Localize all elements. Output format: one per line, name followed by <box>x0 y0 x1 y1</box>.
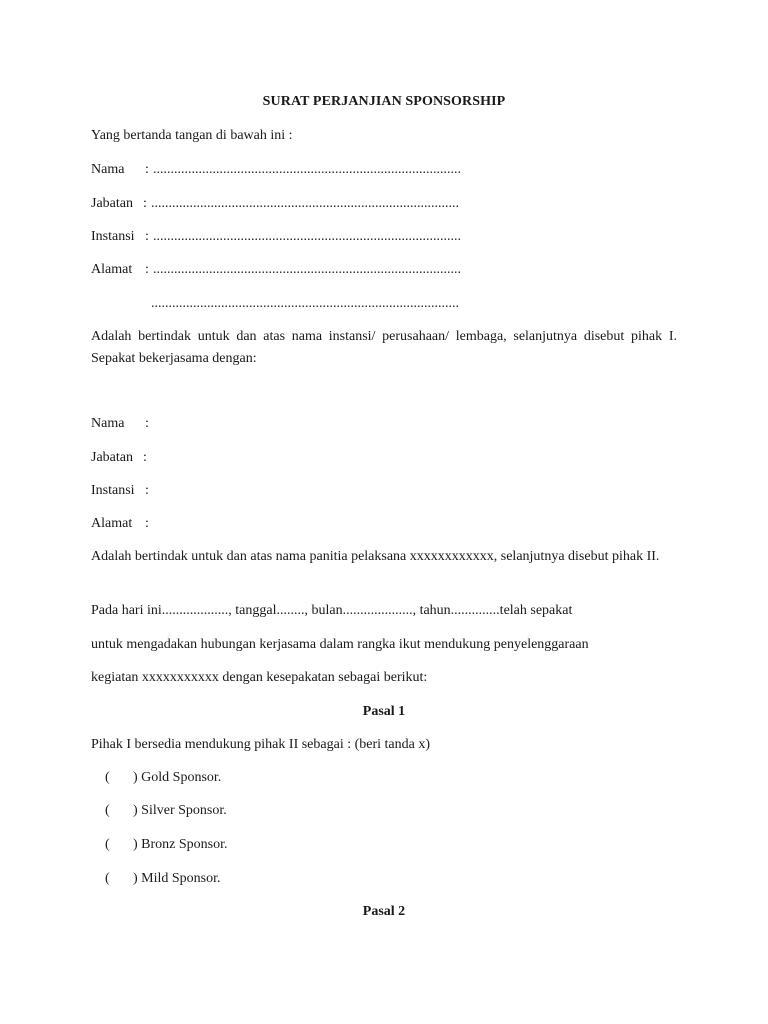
party1-field-jabatan <box>91 196 459 212</box>
party1-statement: Adalah bertindak untuk dan atas nama instansi/ perusahaan/ lembaga, selanjutnya disebut pihak I. Sepakat bekerjasama dengan: <box>91 329 677 366</box>
field-label: Jabatan <box>91 450 133 465</box>
document-title: SURAT PERJANJIAN SPONSORSHIP <box>262 94 506 109</box>
party2-field-jabatan <box>91 450 147 466</box>
sponsor-option-gold <box>105 770 221 786</box>
sponsor-option-silver <box>105 803 227 819</box>
field-label: Nama <box>91 416 125 431</box>
party1-address-continuation: ........................................................................................ <box>151 296 459 311</box>
pasal-1-heading: Pasal 1 <box>362 704 406 719</box>
option-label: ) Gold Sponsor. <box>133 770 222 785</box>
party2-field-instansi <box>91 483 149 499</box>
field-colon: : <box>145 416 149 431</box>
field-colon: : <box>145 483 149 498</box>
sponsor-option-bronz <box>105 837 228 853</box>
field-blank: ........................................................................................ <box>153 162 461 177</box>
sponsor-option-mild <box>105 871 221 887</box>
field-label: Instansi <box>91 229 135 244</box>
field-colon: : <box>145 229 149 244</box>
option-label: ) Mild Sponsor. <box>133 871 221 886</box>
field-blank: ........................................................................................ <box>153 262 461 277</box>
party2-field-alamat <box>91 516 149 532</box>
option-label: ) Silver Sponsor. <box>133 803 227 818</box>
field-label: Nama <box>91 162 125 177</box>
field-colon: : <box>145 516 149 531</box>
field-blank: ........................................................................................ <box>153 229 461 244</box>
party1-field-alamat <box>91 262 461 278</box>
agreement-line-1: Pada hari ini..................., tanggal........, bulan...................., tahun..............telah sepakat <box>91 603 573 618</box>
party2-field-nama <box>91 416 149 432</box>
option-label: ) Bronz Sponsor. <box>133 837 228 852</box>
field-colon: : <box>143 196 147 211</box>
field-blank: ........................................................................................ <box>151 196 459 211</box>
checkbox-open-paren: ( <box>105 770 110 785</box>
party1-field-nama <box>91 162 461 178</box>
field-label: Instansi <box>91 483 135 498</box>
field-label: Jabatan <box>91 196 133 211</box>
field-label: Alamat <box>91 262 133 277</box>
agreement-line-2: untuk mengadakan hubungan kerjasama dalam rangka ikut mendukung penyelenggaraan <box>91 637 589 652</box>
field-colon: : <box>145 262 149 277</box>
agreement-line-3: kegiatan xxxxxxxxxxx dengan kesepakatan sebagai berikut: <box>91 670 428 685</box>
party1-field-instansi <box>91 229 461 245</box>
pasal-2-heading: Pasal 2 <box>362 904 406 919</box>
checkbox-open-paren: ( <box>105 803 110 818</box>
checkbox-open-paren: ( <box>105 871 110 886</box>
pasal-1-text: Pihak I bersedia mendukung pihak II sebagai : (beri tanda x) <box>91 737 431 752</box>
checkbox-open-paren: ( <box>105 837 110 852</box>
field-colon: : <box>143 450 147 465</box>
field-label: Alamat <box>91 516 133 531</box>
intro-text: Yang bertanda tangan di bawah ini : <box>91 128 293 143</box>
field-colon: : <box>145 162 149 177</box>
party2-statement: Adalah bertindak untuk dan atas nama panitia pelaksana xxxxxxxxxxxx, selanjutnya disebut pihak II. <box>91 549 660 564</box>
